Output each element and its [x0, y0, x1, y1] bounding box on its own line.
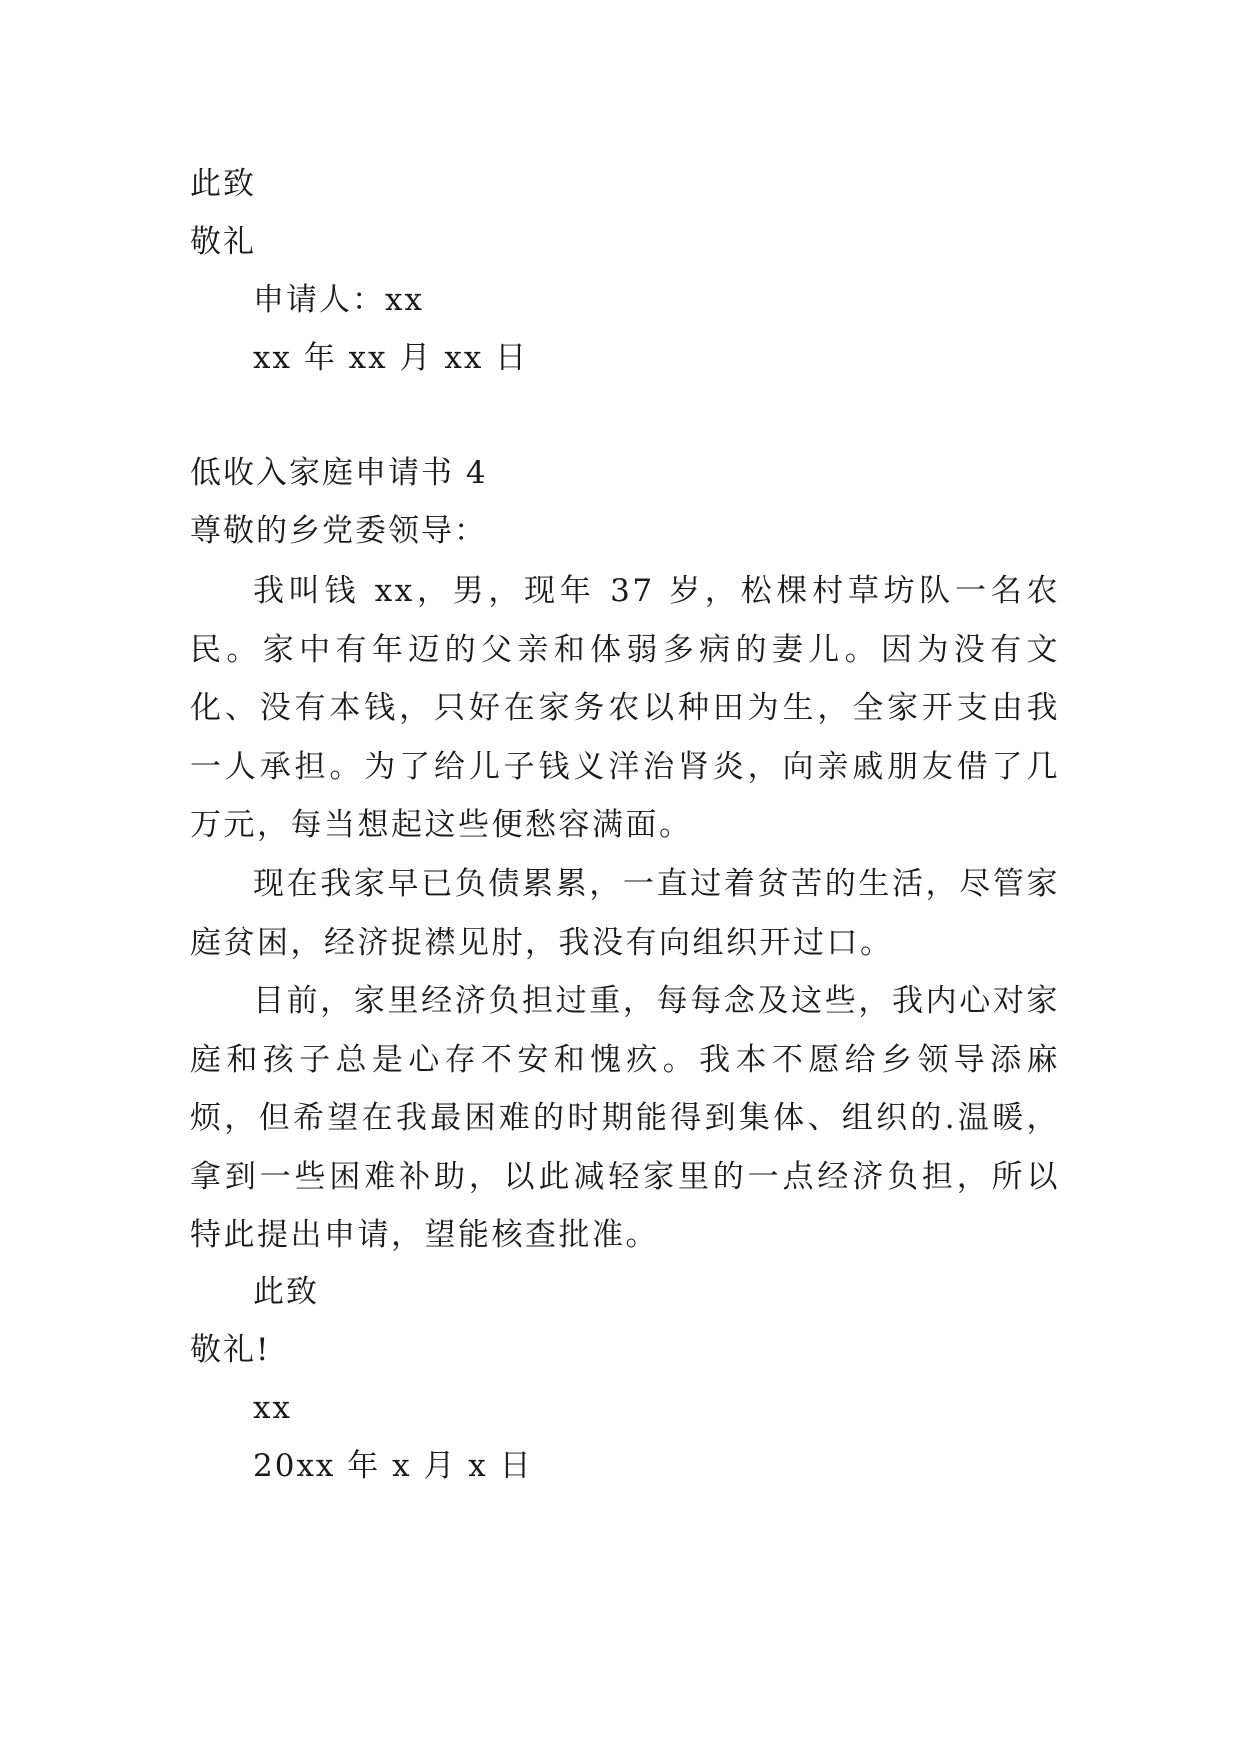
document-title: 低收入家庭申请书 4 — [190, 455, 488, 491]
application-date: xx 年 xx 月 xx 日 — [253, 340, 529, 376]
closing-regards: 敬礼 — [190, 224, 256, 260]
signature-name: xx — [253, 1390, 292, 1426]
letter-date: 20xx 年 x 月 x 日 — [253, 1448, 533, 1484]
applicant-signature: 申请人：xx — [253, 282, 424, 318]
body-paragraph-3: 目前，家里经济负担过重，每每念及这些，我内心对家庭和孩子总是心存不安和愧疚。我本不愿给乡领导添麻烦，但希望在我最困难的时期能得到集体、组织的.温暖，拿到一些困难补助，以此减轻家里的一点经济负担，所以特此提出申请，望能核查批准。 — [190, 983, 1060, 1253]
body-paragraph-1: 我叫钱 xx，男，现年 37 岁，松棵村草坊队一名农民。家中有年迈的父亲和体弱多病的妻儿。因为没有文化、没有本钱，只好在家务农以种田为生，全家开支由我一人承担。为了给儿子钱义洋治肾炎，向亲戚朋友借了几万元，每当想起这些便愁容满面。 — [190, 573, 1060, 843]
body-paragraph-2: 现在我家早已负债累累，一直过着贫苦的生活，尽管家庭贫困，经济捉襟见肘，我没有向组织开过口。 — [190, 866, 1060, 961]
closing-salutation: 此致 — [190, 166, 256, 202]
closing-salutation-2: 此致 — [253, 1274, 319, 1310]
letter-greeting: 尊敬的乡党委领导： — [190, 513, 487, 549]
closing-regards-2: 敬礼! — [190, 1332, 271, 1368]
